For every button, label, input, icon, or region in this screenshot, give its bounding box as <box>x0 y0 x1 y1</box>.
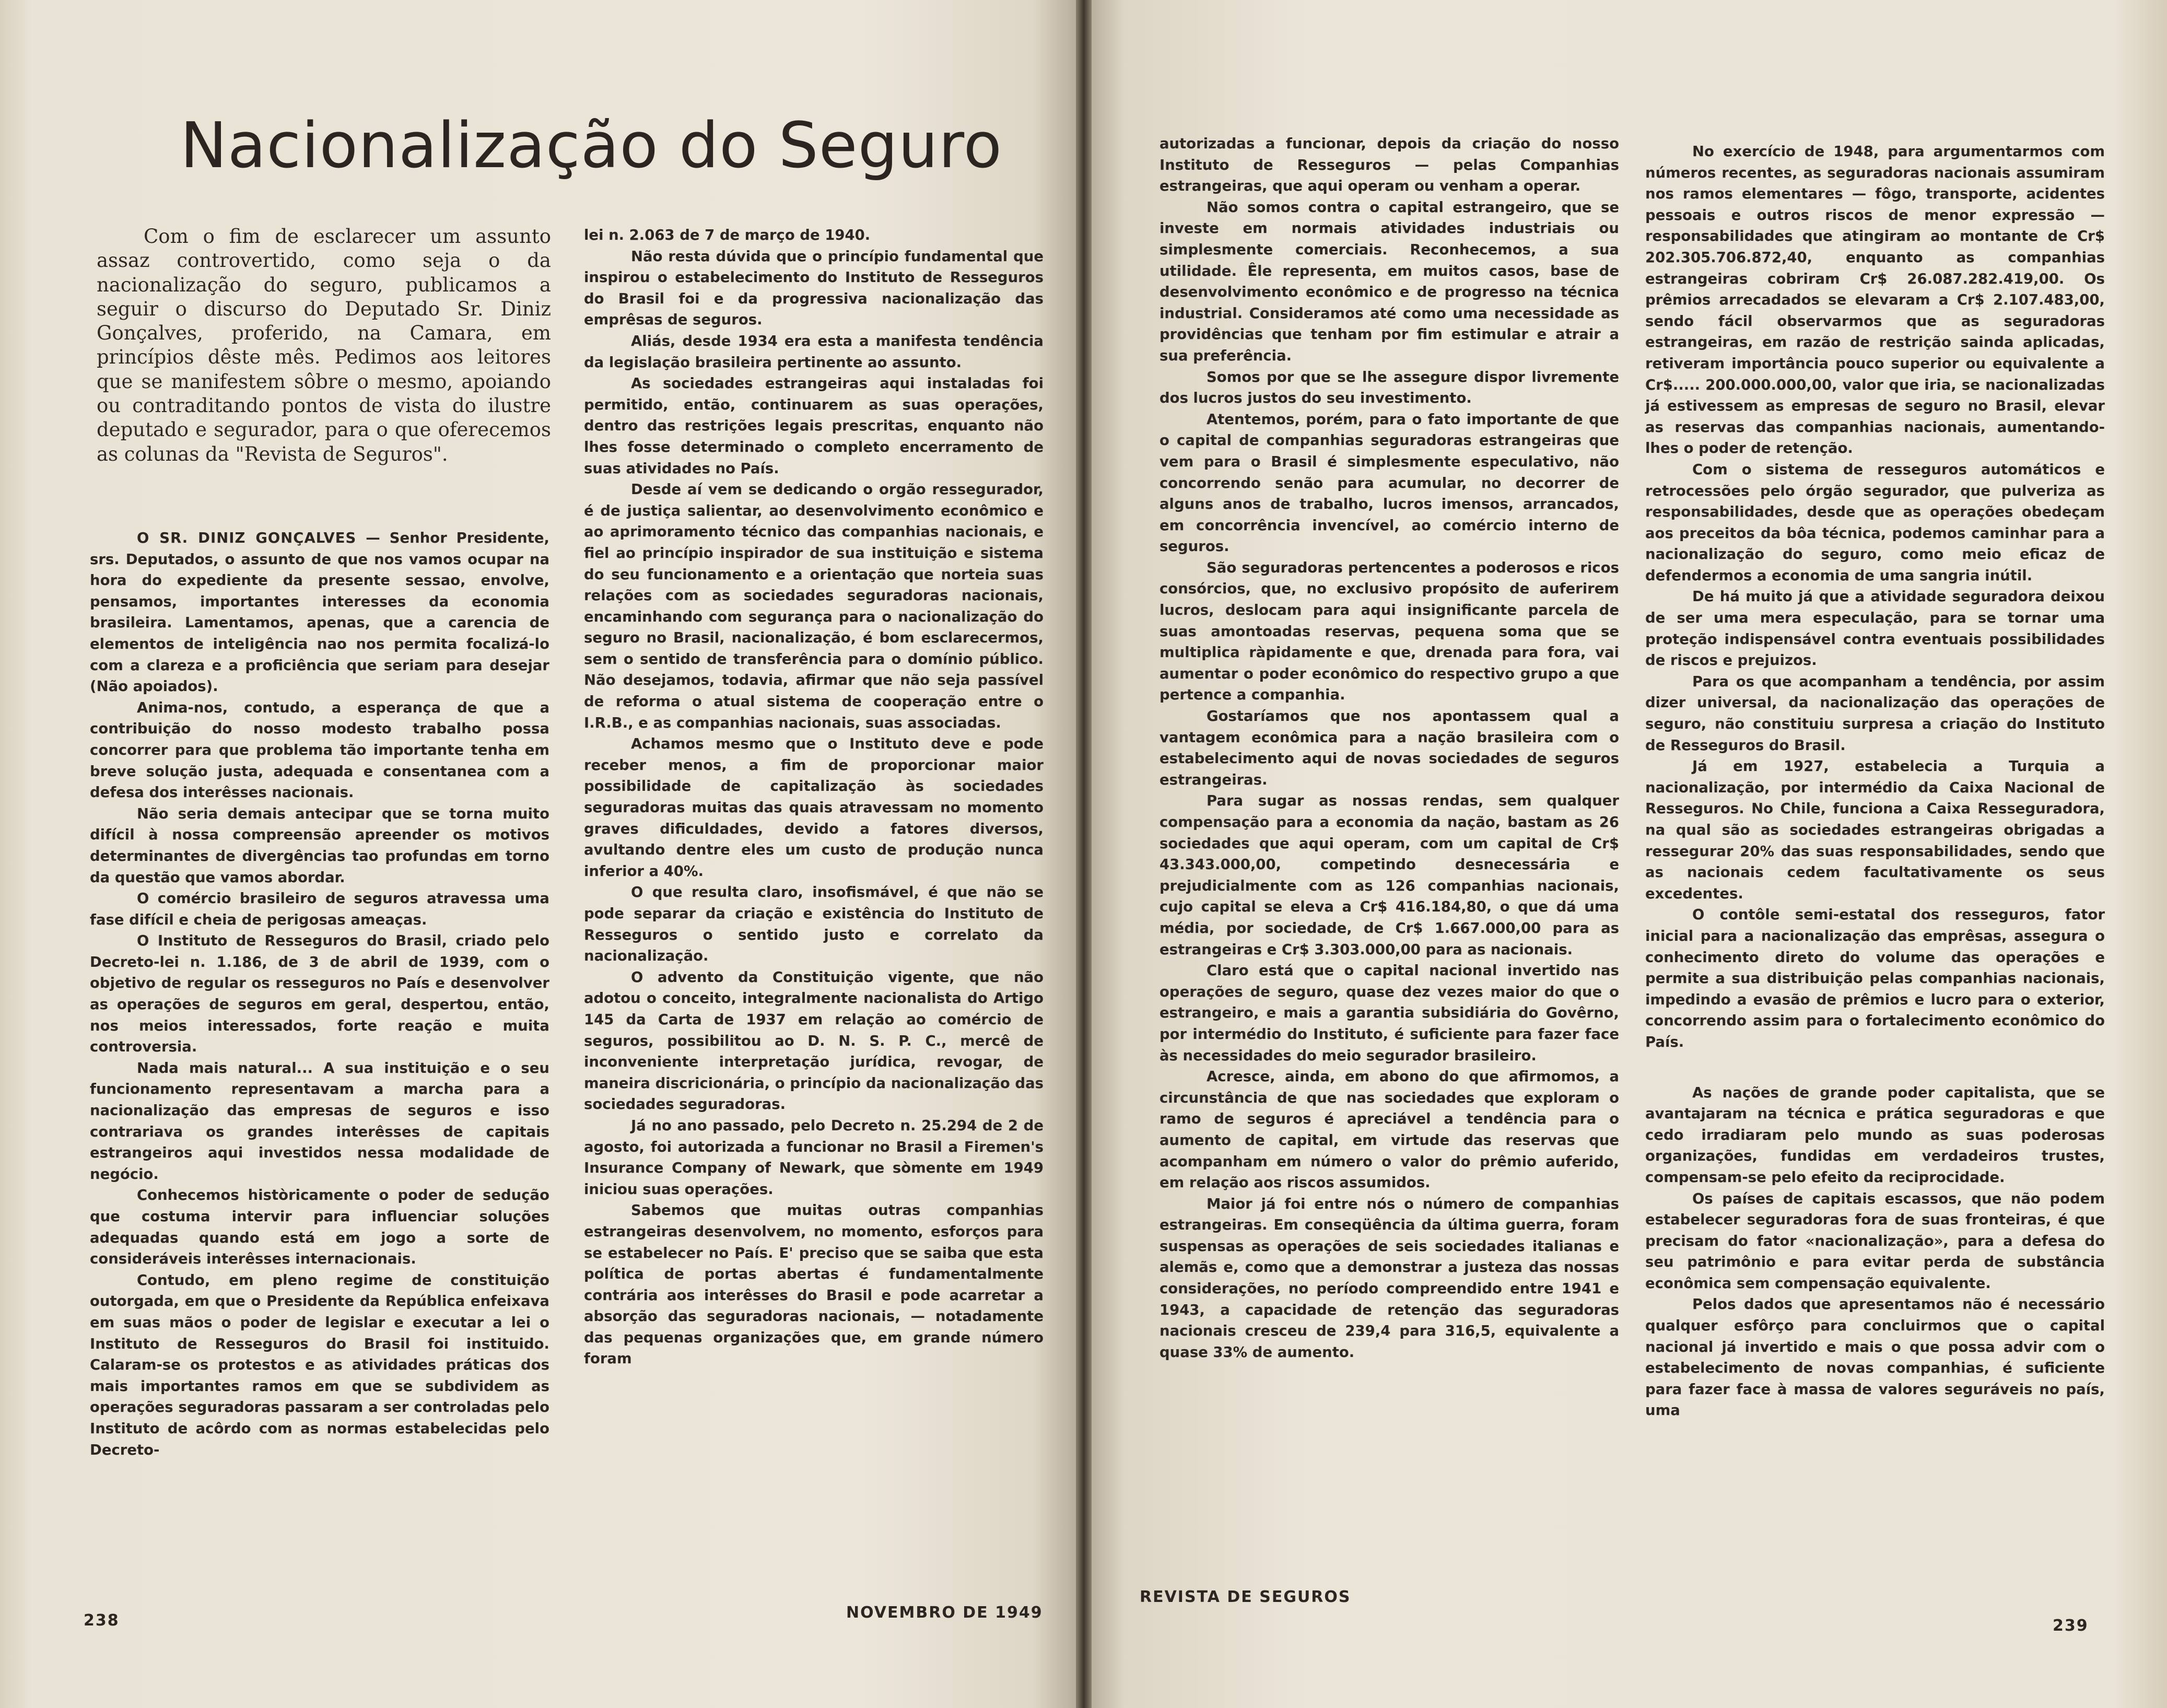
article-title: Nacionalização do Seguro <box>180 110 1002 182</box>
speech-paragraph: Contudo, em pleno regime de constituição outorgada, em que o Presidente da República enfeixava em suas mãos o poder de legislar e executar a lei o Instituto de Resseguros do Brasil foi instituido. Calaram-se os protestos e as atividades práticas dos mais importantes ramos em que se subdividem as operações seguradoras passaram a ser controladas pelo Instituto de acôrdo com as normas estabelecidas pelo Decreto- <box>90 1271 549 1458</box>
speech-paragraph: Com o sistema de resseguros automáticos e retrocessões pelo órgão segurador, que pulveriza as responsabilidades, desde que as operações obedeçam aos preceitos da bôa técnica, podemos caminhar para a nacionalização do seguro, como meio eficaz de defendermos a economia de uma sangria inútil. <box>1645 461 2105 584</box>
speaker-name: O SR. DINIZ GONÇALVES <box>137 530 357 546</box>
speech-paragraph: Achamos mesmo que o Instituto deve e pode receber menos, a fim de proporcionar maior possibilidade de capitalização às sociedades seguradoras muitas das quais atravessam no momento graves dificuldades, devido a fatores diversos, avultando dentre eles um custo de produção nunca inferior a 40%. <box>584 735 1044 880</box>
right-column-1 <box>1159 133 1619 1363</box>
speech-paragraph: Atentemos, porém, para o fato importante de que o capital de companhias seguradoras estrangeiras que vem para o Brasil é simplesmente especulativo, não concorrendo senão para acumular, no decorrer de alguns anos de trabalho, lucros imensos, arrancados, em concorrência invencível, ao comércio interno de seguros. <box>1159 411 1619 555</box>
speech-paragraph: Já em 1927, estabelecia a Turquia a nacionalização, por intermédio da Caixa Nacional de Resseguros. No Chile, funciona a Caixa Resseguradora, na qual são as sociedades estrangeiras obrigadas a ressegurar 20% das suas responsabilidades, sendo que as nacionais cedem facultativamente os seus excedentes. <box>1645 758 2105 902</box>
left-running-head: NOVEMBRO DE 1949 <box>846 1604 1043 1622</box>
speech-paragraph: Pelos dados que apresentamos não é necessário qualquer esfôrço para concluirmos que o capital nacional já invertido e mais o que possa advir com o estabelecimento de novas companhias, é suficiente para fazer face à massa de valores seguráveis no país, uma <box>1645 1296 2105 1419</box>
left-page-number: 238 <box>84 1611 120 1630</box>
speech-paragraph: De há muito já que a atividade seguradora deixou de ser uma mera especulação, para se tornar uma proteção indispensável contra eventuais possibilidades de riscos e prejuizos. <box>1645 588 2105 669</box>
speech-paragraph: O contôle semi-estatal dos resseguros, fator inicial para a nacionalização das emprêsas, assegura o conhecimento direto do volume das operações e permite a sua distribuição pelas companhias nacionais, impedindo a evasão de prêmios e lucro para o exterior, concorrendo assim para o fortalecimento econômico do País. <box>1645 906 2105 1050</box>
right-page <box>1092 0 2167 1708</box>
speech-paragraph: Maior já foi entre nós o número de companhias estrangeiras. Em conseqüência da última guerra, foram suspensas as operações de seis sociedades italianas e alemãs e, como que a demonstrar a justeza das nossas considerações, no período compreendido entre 1941 e 1943, a capacidade de retenção das seguradoras nacionais cresceu de 239,4 para 316,5, equivalente a quase 33% de aumento. <box>1159 1195 1619 1361</box>
speech-paragraph: Somos por que se lhe assegure dispor livremente dos lucros justos do seu investimento. <box>1159 368 1619 407</box>
speech-paragraph: O que resulta claro, insofismável, é que não se pode separar da criação e existência do Instituto de Resseguros o sentido justo e correlato da nacionalização. <box>584 884 1044 965</box>
left-page <box>0 0 1076 1708</box>
speech-paragraph: No exercício de 1948, para argumentarmos com números recentes, as seguradoras nacionais assumiram nos ramos elementares — fôgo, transporte, acidentes pessoais e outros riscos de menor expressão — responsabilidades que atingiram ao montante de Cr$ 202.305.706.872,40, enquanto as companhias estrangeiras cobriram Cr$ 26.087.282.419,00. Os prêmios arrecadados se elevaram a Cr$ 2.107.483,00, sendo fácil observarmos que as seguradoras estrangeiras, em razão de restrição sainda aplicadas, retiveram importância pouco superior ou equivalente a Cr$..... 200.000.000,00, valor que iria, se nacionalizadas já estivessem as empresas de seguro no Brasil, elevar as reservas das companhias nacionais, aumentando-lhes o poder de retenção. <box>1645 143 2105 457</box>
article-intro <box>97 225 551 466</box>
speech-paragraph: Sabemos que muitas outras companhias estrangeiras desenvolvem, no momento, esforços para se estabelecer no País. E' preciso que se saiba que esta política de portas abertas é fundamentalmente contrária aos interêsses do Brasil e pode acarretar a absorção das seguradoras nacionais, — notadamente das pequenas organizações que, em grande número foram <box>584 1202 1044 1367</box>
speech-paragraph: Para sugar as nossas rendas, sem qualquer compensação para a economia da nação, bastam as 26 sociedades que aqui operam, com um capital de Cr$ 43.343.000,00, competindo desnecessária e prejudicialmente com as 126 companhias nacionais, cujo capital se eleva a Cr$ 416.184,80, o que dá uma média, por sociedade, de Cr$ 1.667.000,00 para as estrangeiras e Cr$ 3.303.000,00 para as nacionais. <box>1159 792 1619 958</box>
speech-paragraph: Nada mais natural... A sua instituição e o seu funcionamento representavam a marcha para a nacionalização das empresas de seguros e isso contrariava os grandes interêsses de capitais estrangeiros aqui investidos nessa modalidade de negócio. <box>90 1059 549 1183</box>
speech-paragraph: Gostaríamos que nos apontassem qual a vantagem econômica para a nação brasileira com o estabelecimento aqui de novas sociedades de seguros estrangeiras. <box>1159 708 1619 788</box>
speech-paragraph: O Instituto de Resseguros do Brasil, criado pelo Decreto-lei n. 1.186, de 3 de abril de 1939, com o objetivo de regular os resseguros no País e desenvolver as operações de seguros em geral, despertou, então, nos meios interessados, forte reação e muita controversia. <box>90 932 549 1056</box>
intro-paragraph: Com o fim de esclarecer um assunto assaz controvertido, como seja o da nacionalização do seguro, publicamos a seguir o discurso do Deputado Sr. Diniz Gonçalves, proferido, na Camara, em princípios dêste mês. Pedimos aos leitores que se manifestem sôbre o mesmo, apoiando ou contraditando pontos de vista do ilustre deputado e segurador, para o que oferecemos as colunas da "Revista de Seguros". <box>97 225 551 465</box>
speech-paragraph: Não somos contra o capital estrangeiro, que se investe em normais atividades industriais ou simplesmente comerciais. Reconhecemos, a sua utilidade. Êle representa, em muitos casos, base de desenvolvimento econômico e de progresso na técnica industrial. Consideramos até como uma necessidade as providências que tenham por fim estimular e atrair a sua preferência. <box>1159 198 1619 364</box>
right-page-number: 239 <box>2053 1617 2089 1635</box>
speech-paragraph: As sociedades estrangeiras aqui instaladas foi permitido, então, continuarem as suas operações, dentro das restrições legais prescritas, enquanto não lhes fosse determinado o completo encerramento de suas atividades no País. <box>584 375 1044 477</box>
left-column-1 <box>90 528 549 1460</box>
speech-paragraph: Os países de capitais escassos, que não podem estabelecer seguradoras fora de suas fronteiras, é que precisam do fator «nacionalização», para a defesa do seu patrimônio e para evitar perda de substância econômica sem compensação equivalente. <box>1645 1190 2105 1292</box>
speech-paragraph: Acresce, ainda, em abono do que afirmomos, a circunstância de que nas sociedades que exploram o ramo de seguros é apreciável a tendência para o aumento de capital, em virtude das reservas que acompanham em número o valor do prêmio auferido, em relação aos riscos assumidos. <box>1159 1068 1619 1191</box>
speech-paragraph: Conhecemos històricamente o poder de sedução que costuma intervir para influenciar soluções adequadas quando está em jogo a sorte de consideráveis interêsses internacionais. <box>90 1187 549 1268</box>
book-gutter <box>1076 0 1092 1708</box>
speech-paragraph: lei n. 2.063 de 7 de março de 1940. <box>584 227 871 243</box>
speech-paragraph: Para os que acompanham a tendência, por assim dizer universal, da nacionalização das operações de seguro, não constituiu surpresa a criação do Instituto de Resseguros do Brasil. <box>1645 673 2105 754</box>
speech-paragraph: Claro está que o capital nacional invertido nas operações de seguro, quase dez vezes maior do que o estrangeiro, e mais a garantia subsidiária do Govêrno, por intermédio do Instituto, é suficiente para fazer face às necessidades do meio segurador brasileiro. <box>1159 962 1619 1064</box>
speech-paragraph: O comércio brasileiro de seguros atravessa uma fase difícil e cheia de perigosas ameaças. <box>90 890 549 928</box>
speech-paragraph: Já no ano passado, pelo Decreto n. 25.294 de 2 de agosto, foi autorizada a funcionar no Brasil a Firemen's Insurance Company of Newark, que sòmente em 1949 iniciou suas operações. <box>584 1117 1044 1198</box>
speech-paragraph: Aliás, desde 1934 era esta a manifesta tendência da legislação brasileira pertinente ao assunto. <box>584 332 1044 371</box>
speech-paragraph: As nações de grande poder capitalista, que se avantajaram na técnica e prática seguradoras e que cedo irradiaram pelo mundo as suas poderosas organizações, fundidas em verdadeiros trustes, compensam-se pelo efeito da reciprocidade. <box>1645 1084 2105 1186</box>
left-column-2 <box>584 225 1044 1370</box>
speech-paragraph: O advento da Constituição vigente, que não adotou o conceito, integralmente nacionalista do Artigo 145 da Carta de 1937 em relação ao comércio de seguros, possibilitou ao D. N. S. P. C., mercê de inconveniente interpretação jurídica, revogar, de maneira discricionária, o princípio da nacionalização das sociedades seguradoras. <box>584 968 1044 1113</box>
speech-paragraph: Desde aí vem se dedicando o orgão ressegurador, é de justiça salientar, ao desenvolvimento econômico e ao aprimoramento técnico das companhias nacionais, e fiel ao princípio inspirador de sua instituição e sistema do seu funcionamento e a orientação que norteia suas relações com as sociedades seguradoras nacionais, encaminhando com segurança para o nacionalização do seguro no Brasil, nacionalização, é bom esclarecermos, sem o sentido de transferência para o domínio público. Não desejamos, todavia, afirmar que não seja passível de reforma o atual sistema de cooperação entre o I.R.B., e as companhias nacionais, suas associadas. <box>584 481 1044 731</box>
right-column-2 <box>1645 141 2105 1421</box>
right-running-head: REVISTA DE SEGUROS <box>1140 1588 1351 1606</box>
speech-paragraph: Não seria demais antecipar que se torna muito difícil à nossa compreensão apreender os motivos determinantes de divergências tao profundas em torno da questão que vamos abordar. <box>90 805 549 886</box>
speech-paragraph: São seguradoras pertencentes a poderosos e ricos consórcios, que, no exclusivo propósito de auferirem lucros, deslocam para aqui insignificante parcela de suas amontoadas reservas, pequena soma que se multiplica ràpidamente e que, drenada para fora, vai aumentar o poder econômico do respectivo grupo a que pertence a companhia. <box>1159 559 1619 704</box>
speech-paragraph: autorizadas a funcionar, depois da criação do nosso Instituto de Resseguros — pelas Companhias estrangeiras, que aqui operam ou venham a operar. <box>1159 135 1619 195</box>
speech-paragraph: O SR. DINIZ GONÇALVES — Senhor Presidente, srs. Deputados, o assunto de que nos vamos ocupar na hora do expediente da presente sessao, envolve, pensamos, importantes interesses da economia brasileira. Lamentamos, apenas, que a carencia de elementos de inteligência nao nos permita focalizá-lo com a clareza e a proficiência que seriam para desejar (Não apoiados). <box>90 530 549 695</box>
speech-paragraph: Anima-nos, contudo, a esperança de que a contribuição do nosso modesto trabalho possa concorrer para que problema tão importante tenha em breve solução justa, adequada e consentanea com a defesa dos interêsses nacionais. <box>90 699 549 801</box>
speech-paragraph: Não resta dúvida que o princípio fundamental que inspirou o estabelecimento do Instituto de Resseguros do Brasil foi e da progressiva nacionalização das emprêsas de seguros. <box>584 248 1044 329</box>
